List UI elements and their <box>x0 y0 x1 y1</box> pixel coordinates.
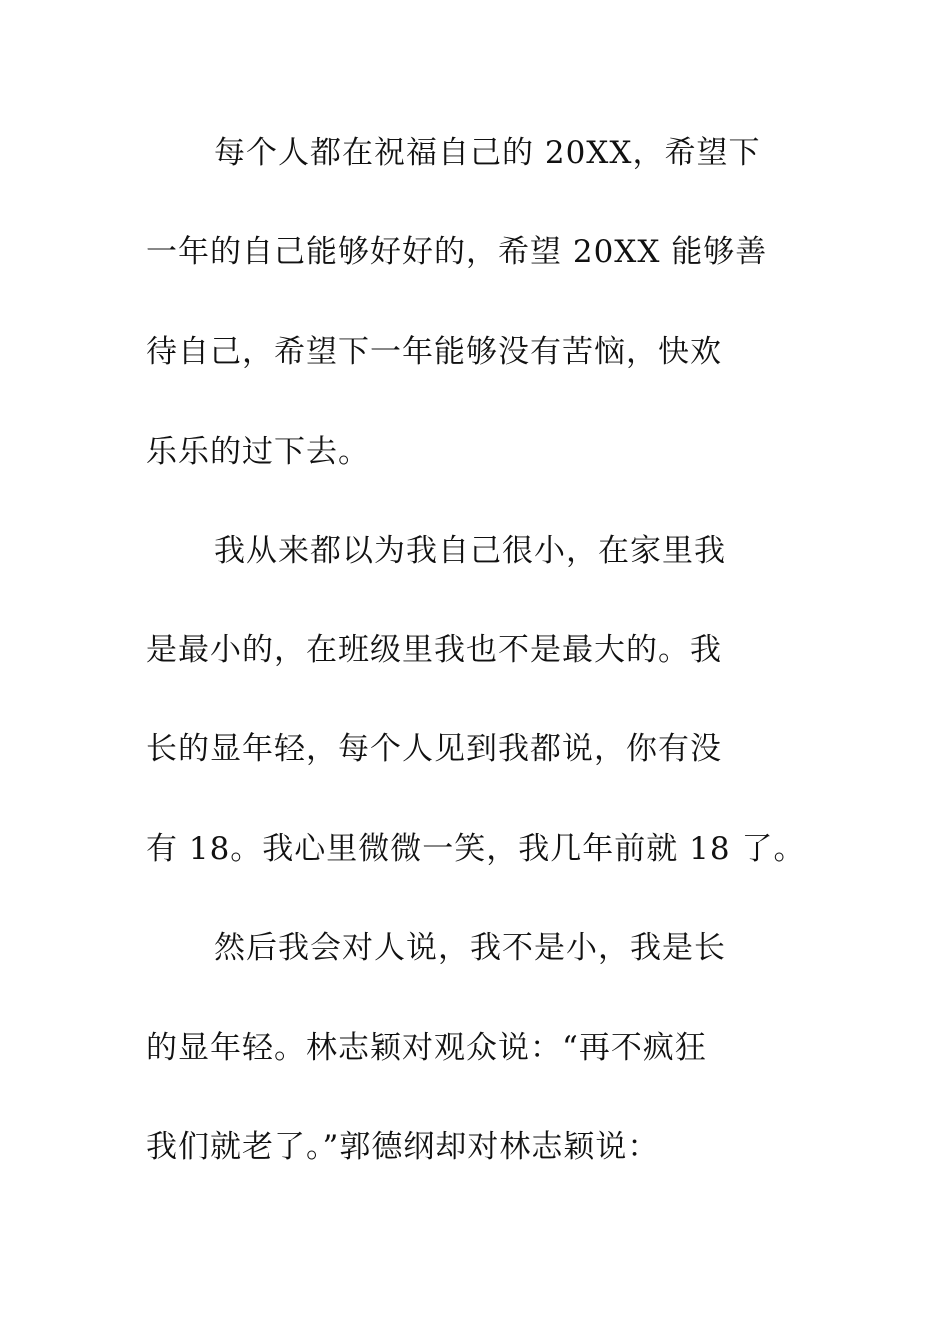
paragraph-3-line-3: 我们就老了。”郭德纲却对林志颖说： <box>146 1129 660 1165</box>
paragraph-1-line-4: 乐乐的过下去。 <box>146 434 370 470</box>
paragraph-3-line-1: 然后我会对人说，我不是小，我是长 <box>214 930 726 966</box>
paragraph-2-line-1: 我从来都以为我自己很小，在家里我 <box>214 533 726 569</box>
paragraph-1-line-3: 待自己，希望下一年能够没有苦恼，快欢 <box>146 334 722 370</box>
paragraph-3-line-2: 的显年轻。林志颖对观众说：“再不疯狂 <box>146 1030 707 1066</box>
paragraph-2-line-3: 长的显年轻，每个人见到我都说，你有没 <box>146 731 722 767</box>
paragraph-1-line-2: 一年的自己能够好好的，希望 20XX 能够善 <box>146 234 768 270</box>
paragraph-2-line-2: 是最小的，在班级里我也不是最大的。我 <box>146 632 722 668</box>
paragraph-1-line-1: 每个人都在祝福自己的 20XX，希望下 <box>214 135 761 171</box>
paragraph-2-line-4: 有 18。我心里微微一笑，我几年前就 18 了。 <box>146 831 806 867</box>
